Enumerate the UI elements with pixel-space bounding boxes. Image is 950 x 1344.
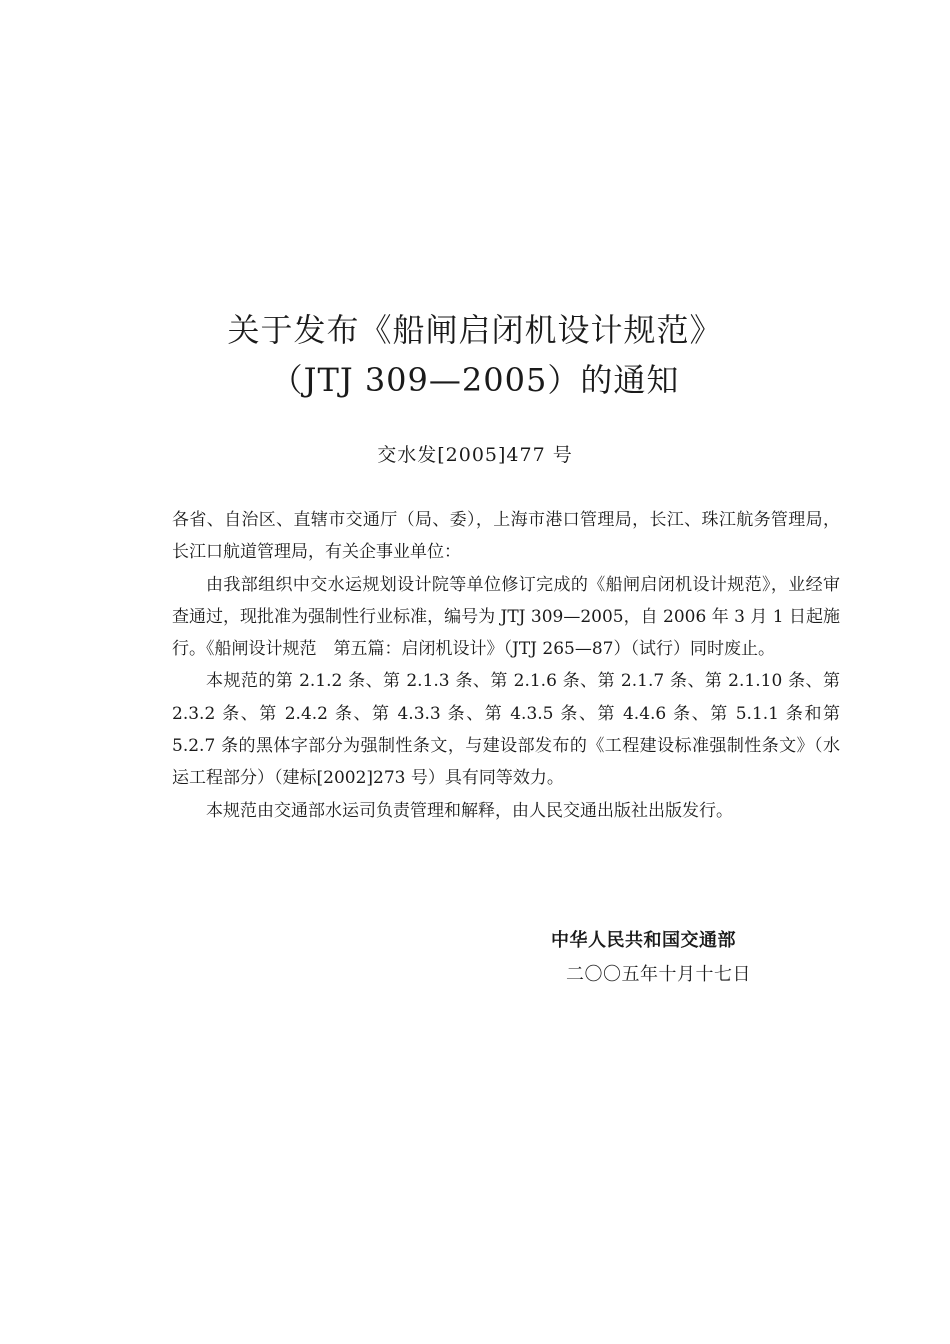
- addressee: 各省、自治区、直辖市交通厅（局、委），上海市港口管理局，长江、珠江航务管理局，长江口航道管理局，有关企事业单位：: [172, 510, 840, 563]
- issuing-organization: 中华人民共和国交通部: [551, 930, 736, 951]
- notice-body: [172, 504, 840, 827]
- document-title-line-1: 关于发布《船闸启闭机设计规范》: [227, 311, 723, 349]
- body-paragraph-3: 本规范由交通部水运司负责管理和解释，由人民交通出版社出版发行。: [206, 800, 733, 821]
- document-number: 交水发[2005]477 号: [377, 444, 573, 466]
- issue-date: 二〇〇五年十月十七日: [566, 964, 751, 985]
- document-title-line-2: （JTJ 309—2005）的通知: [270, 361, 680, 399]
- body-paragraph-1: 由我部组织中交水运规划设计院等单位修订完成的《船闸启闭机设计规范》，业经审查通过，现批准为强制性行业标准，编号为 JTJ 309—2005，自 2006 年 3 月 1 日起施行。《船闸设计规范 第五篇：启闭机设计》（JTJ 265—87）（试行）同时废止。: [172, 574, 840, 660]
- body-paragraph-2: 本规范的第 2.1.2 条、第 2.1.3 条、第 2.1.6 条、第 2.1.7 条、第 2.1.10 条、第 2.3.2 条、第 2.4.2 条、第 4.3.3 条、第 4.3.5 条、第 4.4.6 条、第 5.1.1 条和第 5.2.7 条的黑体字部分为强制性条文，与建设部发布的《工程建设标准强制性条文》（水运工程部分）（建标[2002]273 号）具有同等效力。: [172, 671, 840, 789]
